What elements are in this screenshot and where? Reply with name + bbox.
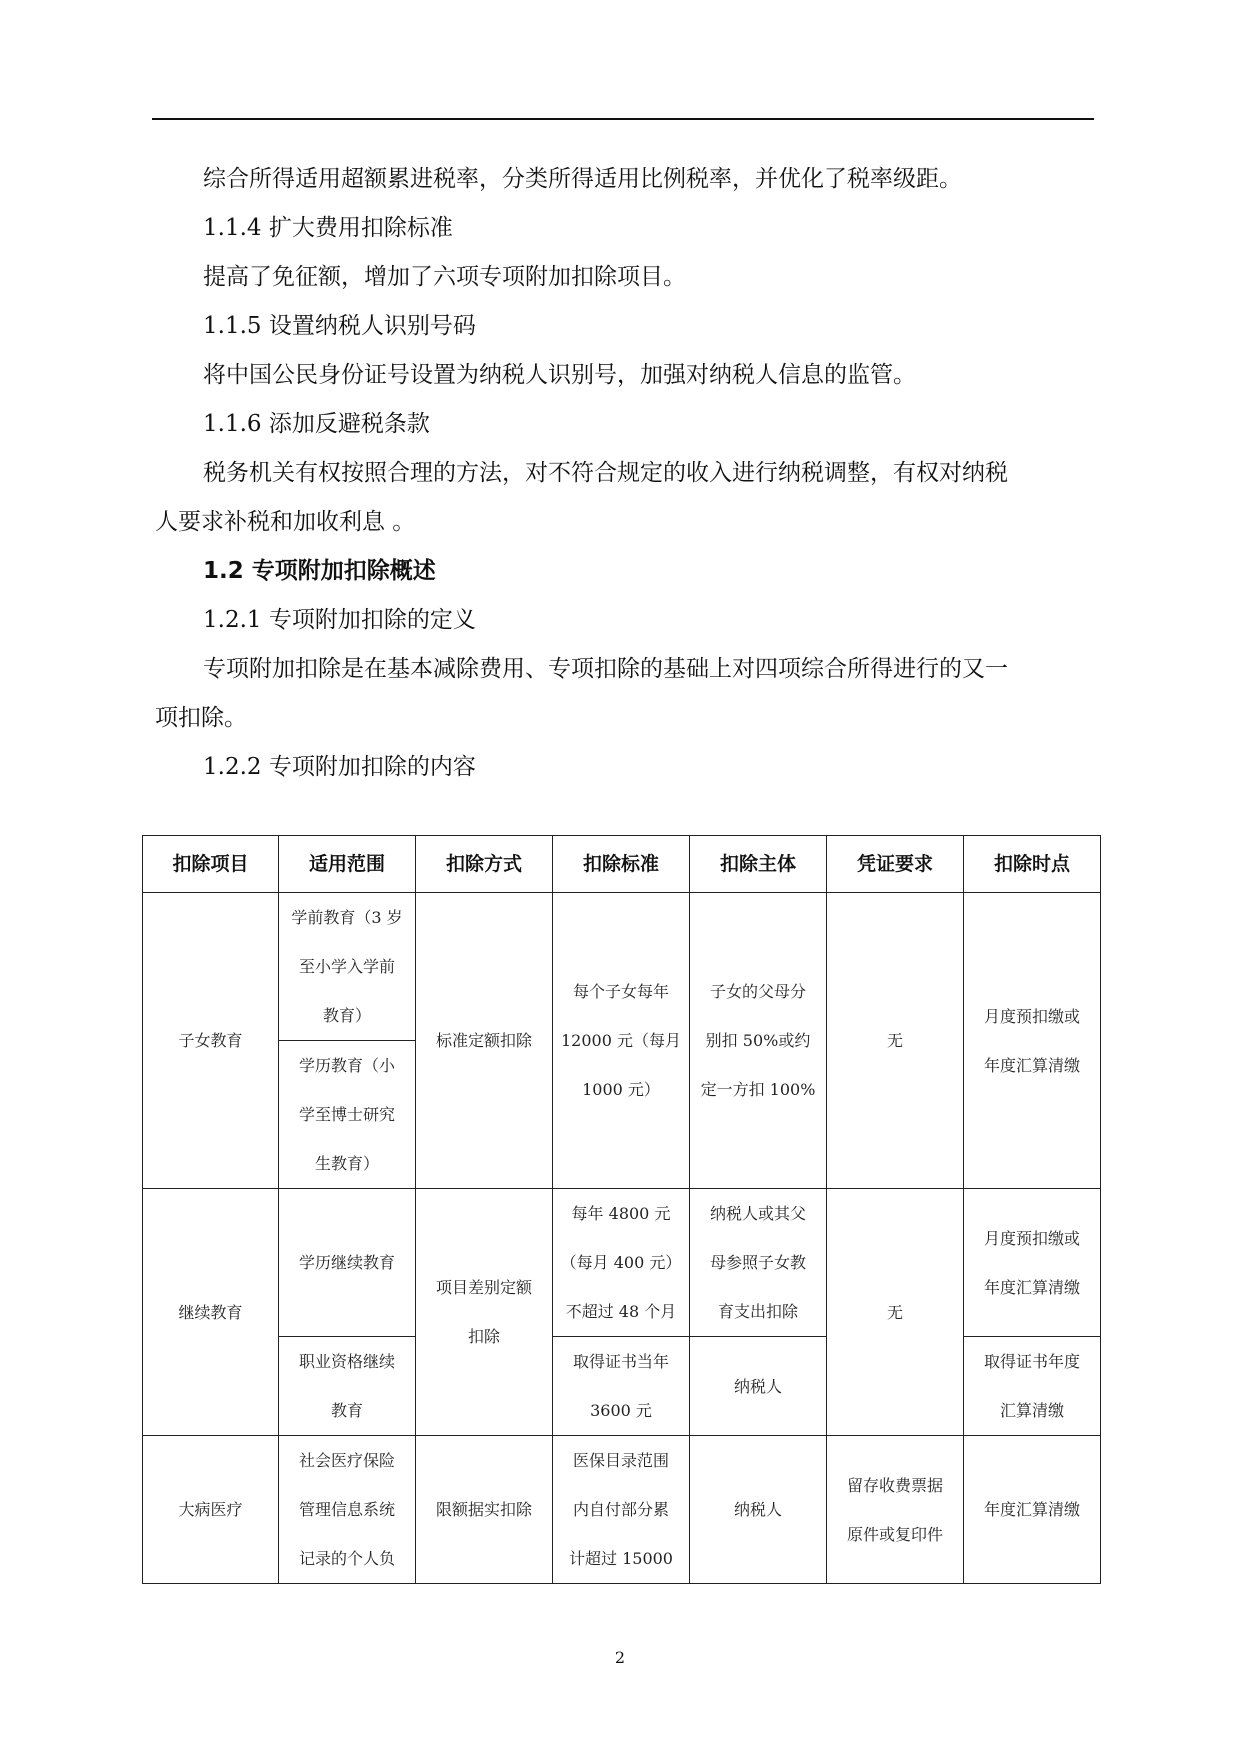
header-subject: 扣除主体 [690,836,827,893]
cell-method-child-education: 标准定额扣除 [416,893,553,1189]
cell-scope-academic-continuing: 学历继续教育 [279,1189,416,1337]
paragraph-taxpayer-id: 将中国公民身份证号设置为纳税人识别号，加强对纳税人信息的监管。 [203,362,916,388]
cell-timing-academic-continuing: 月度预扣缴或 年度汇算清缴 [964,1189,1101,1337]
table-row [143,1436,1101,1584]
heading-1-2-2: 1.2.2 专项附加扣除的内容 [203,754,476,780]
cell-scope-academic: 学历教育（小 学至博士研究 生教育） [279,1041,416,1189]
cell-timing-child-education: 月度预扣缴或 年度汇算清缴 [964,893,1101,1189]
cell-item-serious-illness: 大病医疗 [143,1436,279,1584]
cell-scope-serious-illness: 社会医疗保险 管理信息系统 记录的个人负 [279,1436,416,1584]
heading-1-1-5: 1.1.5 设置纳税人识别号码 [203,313,476,339]
heading-1-2: 1.2 专项附加扣除概述 [203,558,436,584]
cell-subject-child-education: 子女的父母分 别扣 50%或约 定一方扣 100% [690,893,827,1189]
header-standard: 扣除标准 [553,836,690,893]
deduction-table-container [142,835,1101,1584]
cell-subject-professional: 纳税人 [690,1337,827,1436]
header-timing: 扣除时点 [964,836,1101,893]
cell-item-continuing-education: 继续教育 [143,1189,279,1436]
heading-1-1-4: 1.1.4 扩大费用扣除标准 [203,215,453,241]
cell-voucher-continuing-education: 无 [827,1189,964,1436]
cell-standard-serious-illness: 医保目录范围 内自付部分累 计超过 15000 [553,1436,690,1584]
header-voucher: 凭证要求 [827,836,964,893]
cell-standard-academic-continuing: 每年 4800 元 （每月 400 元） 不超过 48 个月 [553,1189,690,1337]
header-scope: 适用范围 [279,836,416,893]
table-row [143,893,1101,1041]
table-header-row [143,836,1101,893]
paragraph-rates: 综合所得适用超额累进税率，分类所得适用比例税率，并优化了税率级距。 [203,166,962,192]
deduction-table [142,835,1101,1584]
cell-scope-professional: 职业资格继续 教育 [279,1337,416,1436]
paragraph-anti-avoidance-line1: 税务机关有权按照合理的方法，对不符合规定的收入进行纳税调整，有权对纳税 [203,460,1008,486]
cell-method-continuing-education: 项目差别定额 扣除 [416,1189,553,1436]
cell-voucher-serious-illness: 留存收费票据 原件或复印件 [827,1436,964,1584]
paragraph-anti-avoidance-line2: 人要求补税和加收利息 。 [155,509,416,535]
header-rule [152,118,1094,120]
cell-voucher-child-education: 无 [827,893,964,1189]
cell-item-child-education: 子女教育 [143,893,279,1189]
heading-1-1-6: 1.1.6 添加反避税条款 [203,411,430,437]
header-method: 扣除方式 [416,836,553,893]
cell-scope-preschool: 学前教育（3 岁 至小学入学前 教育） [279,893,416,1041]
heading-1-2-1: 1.2.1 专项附加扣除的定义 [203,607,476,633]
cell-subject-academic-continuing: 纳税人或其父 母参照子女教 育支出扣除 [690,1189,827,1337]
paragraph-definition-line1: 专项附加扣除是在基本减除费用、专项扣除的基础上对四项综合所得进行的又一 [203,656,1008,682]
cell-method-serious-illness: 限额据实扣除 [416,1436,553,1584]
table-row [143,1189,1101,1337]
paragraph-definition-line2: 项扣除。 [155,705,247,731]
header-deduction-item: 扣除项目 [143,836,279,893]
cell-standard-professional: 取得证书当年 3600 元 [553,1337,690,1436]
cell-timing-serious-illness: 年度汇算清缴 [964,1436,1101,1584]
cell-subject-serious-illness: 纳税人 [690,1436,827,1584]
cell-timing-professional: 取得证书年度 汇算清缴 [964,1337,1101,1436]
page-number: 2 [614,1648,626,1667]
paragraph-exemption: 提高了免征额，增加了六项专项附加扣除项目。 [203,264,686,290]
cell-standard-child-education: 每个子女每年 12000 元（每月 1000 元） [553,893,690,1189]
